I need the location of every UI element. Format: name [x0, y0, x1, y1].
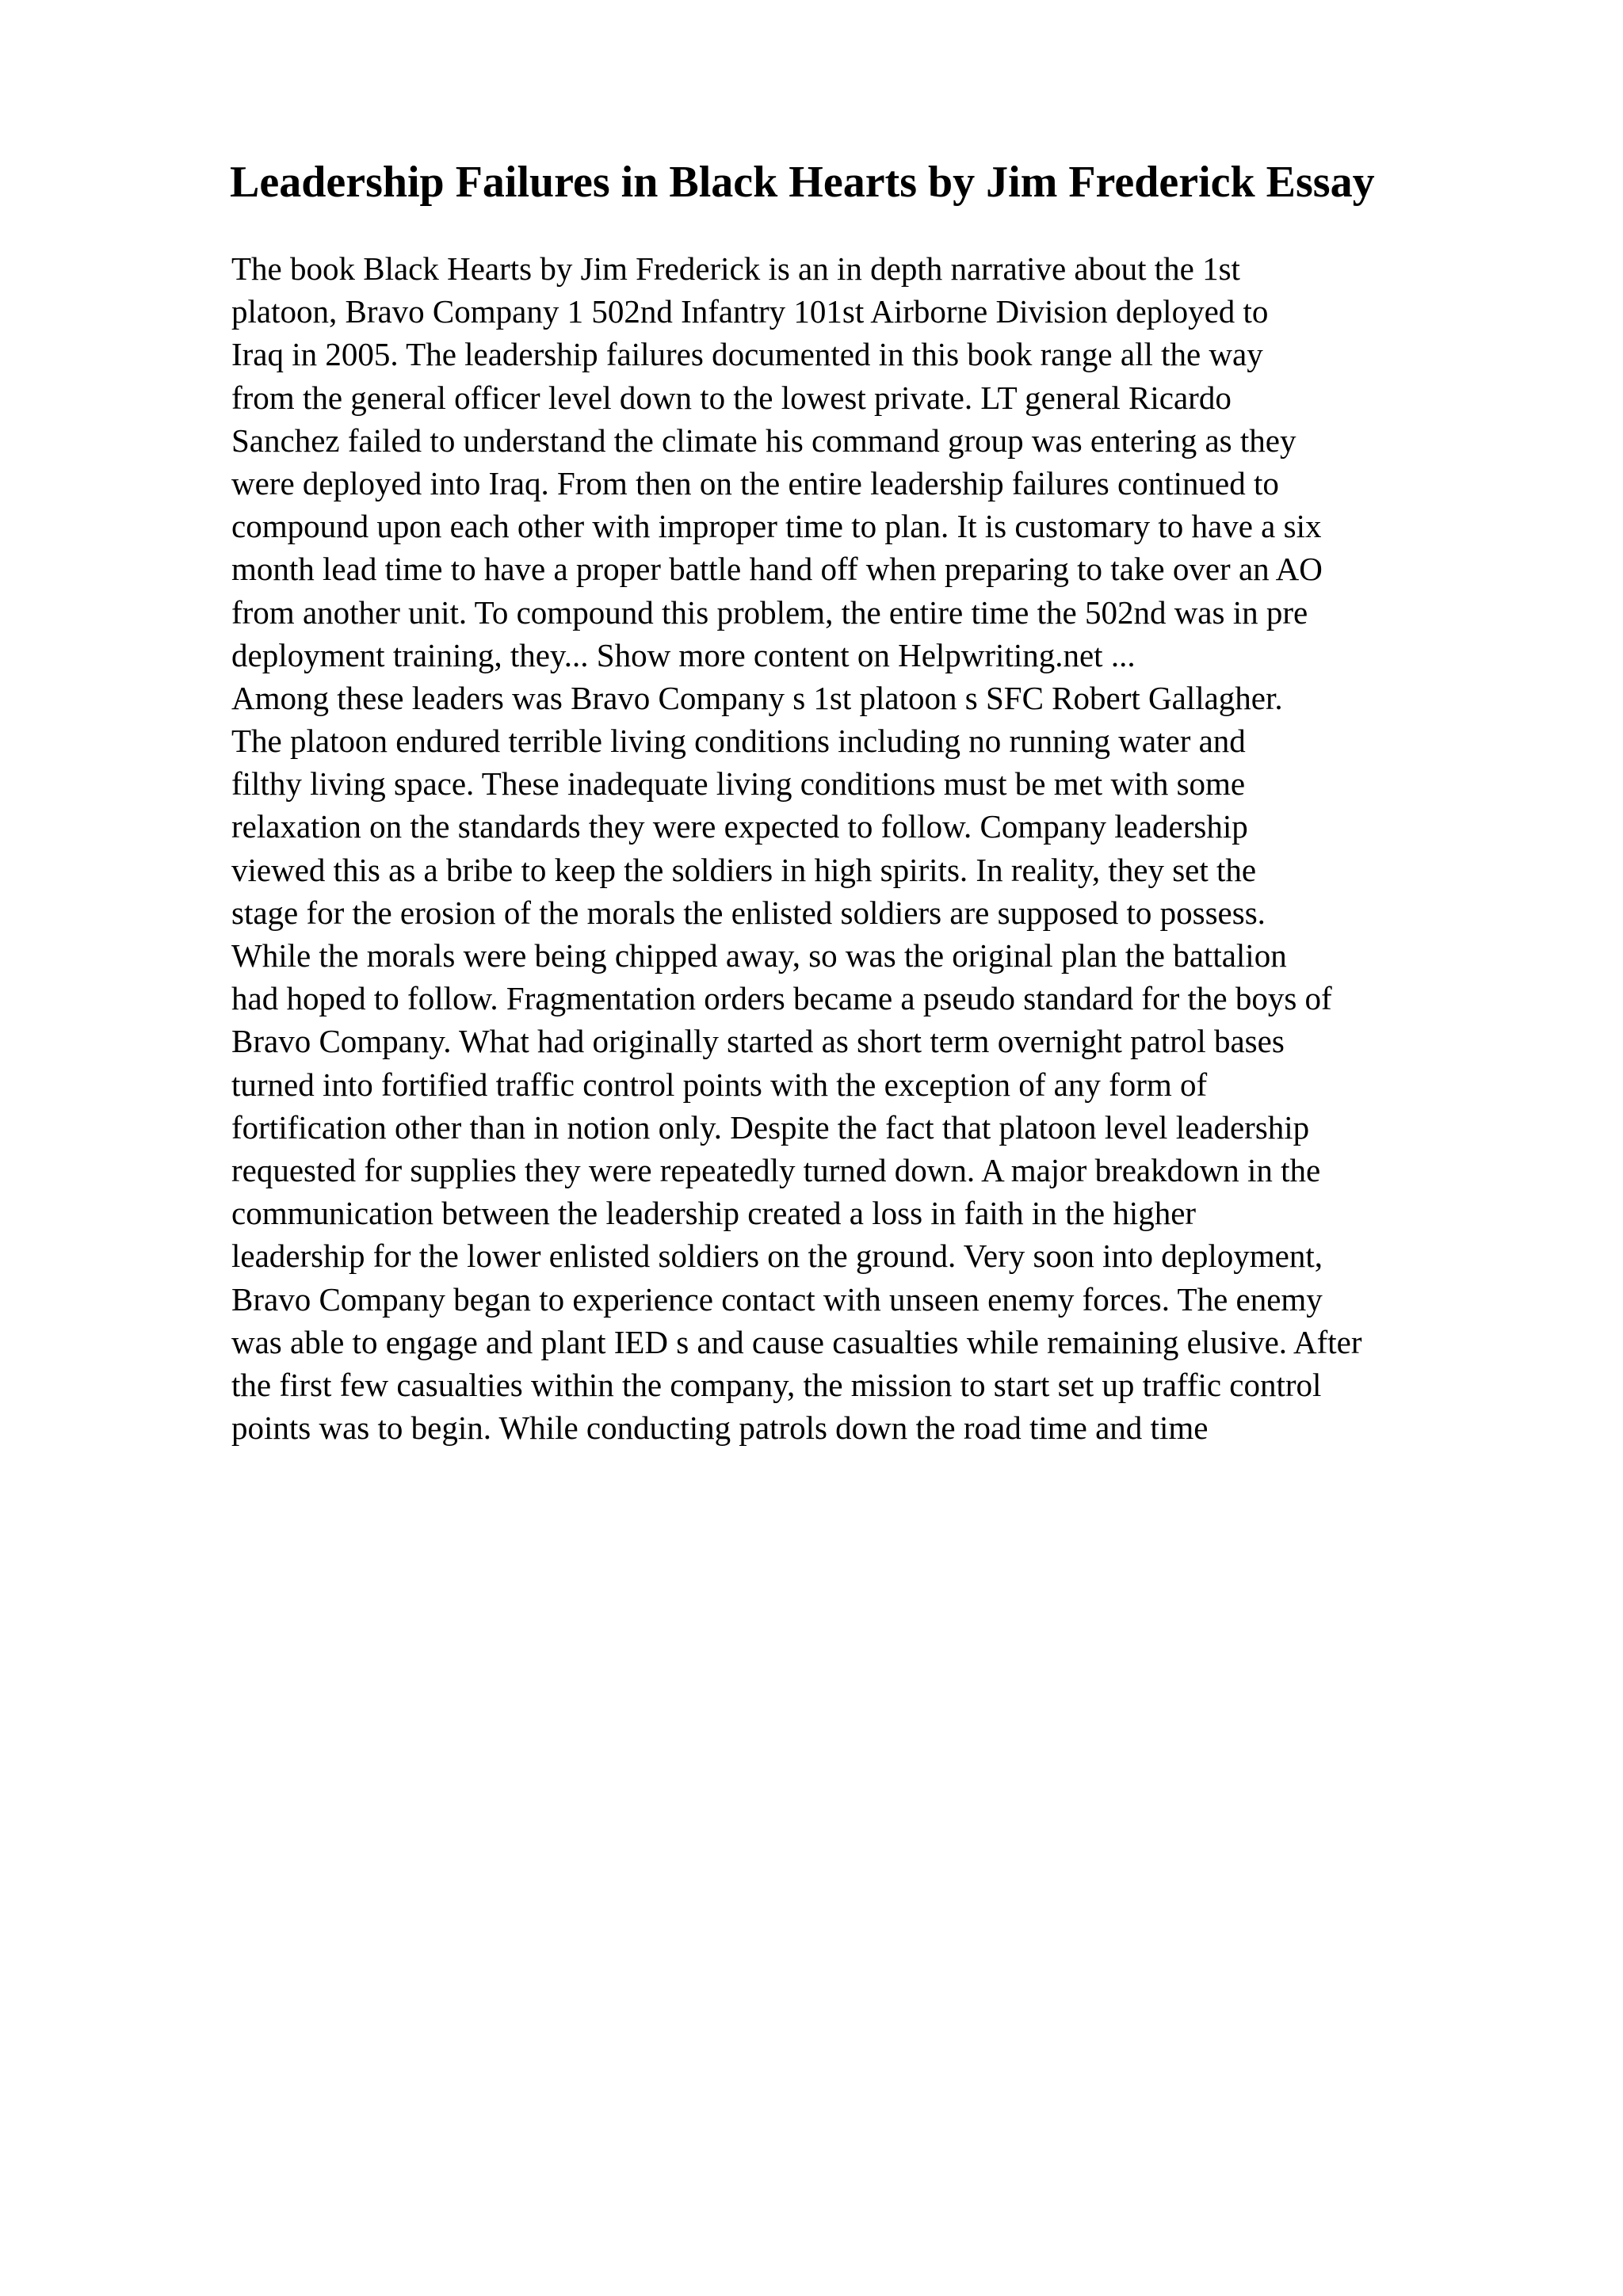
essay-line: Bravo Company began to experience contact with unseen enemy forces. The enemy [231, 1280, 1323, 1318]
essay-line: platoon, Bravo Company 1 502nd Infantry 101st Airborne Division deployed to [231, 293, 1269, 330]
essay-line: compound upon each other with improper time to plan. It is customary to have a six [231, 508, 1322, 545]
essay-line: from the general officer level down to the lowest private. LT general Ricardo [231, 379, 1232, 416]
essay-line: turned into fortified traffic control points with the exception of any form of [231, 1066, 1208, 1103]
essay-line: were deployed into Iraq. From then on the entire leadership failures continued to [231, 464, 1279, 502]
essay-line: stage for the erosion of the morals the enlisted soldiers are supposed to possess. [231, 894, 1266, 931]
essay-line: While the morals were being chipped away, so was the original plan the battalion [231, 937, 1287, 974]
essay-line: communication between the leadership created a loss in faith in the higher [231, 1195, 1197, 1232]
essay-line: filthy living space. These inadequate living conditions must be met with some [231, 765, 1246, 803]
essay-line: Bravo Company. What had originally started as short term overnight patrol bases [231, 1023, 1285, 1060]
essay-line: relaxation on the standards they were expected to follow. Company leadership [231, 808, 1248, 845]
essay-line: viewed this as a bribe to keep the soldiers in high spirits. In reality, they set the [231, 851, 1257, 888]
essay-line: Sanchez failed to understand the climate his command group was entering as they [231, 421, 1296, 459]
document-title: Leadership Failures in Black Hearts by Jim Frederick Essay [230, 158, 1375, 207]
essay-line: had hoped to follow. Fragmentation orders became a pseudo standard for the boys of [231, 980, 1332, 1017]
essay-line: points was to begin. While conducting patrols down the road time and time [231, 1409, 1209, 1447]
essay-line: deployment training, they... Show more content on Helpwriting.net ... [231, 636, 1136, 673]
essay-body [231, 247, 1594, 1449]
essay-line: The platoon endured terrible living conditions including no running water and [231, 723, 1246, 760]
essay-line: Among these leaders was Bravo Company s 1st platoon s SFC Robert Gallagher. [231, 679, 1283, 716]
essay-line: leadership for the lower enlisted soldiers on the ground. Very soon into deployment, [231, 1238, 1323, 1275]
essay-line: Iraq in 2005. The leadership failures documented in this book range all the way [231, 336, 1263, 373]
essay-line: the first few casualties within the company, the mission to start set up traffic control [231, 1366, 1322, 1403]
essay-line: from another unit. To compound this problem, the entire time the 502nd was in pre [231, 593, 1308, 631]
essay-line: requested for supplies they were repeatedly turned down. A major breakdown in the [231, 1151, 1321, 1188]
essay-line: was able to engage and plant IED s and cause casualties while remaining elusive. After [231, 1323, 1362, 1360]
essay-line: month lead time to have a proper battle hand off when preparing to take over an AO [231, 551, 1323, 588]
essay-line: fortification other than in notion only. Despite the fact that platoon level leadership [231, 1108, 1310, 1146]
essay-line: The book Black Hearts by Jim Frederick is an in depth narrative about the 1st [231, 250, 1240, 287]
